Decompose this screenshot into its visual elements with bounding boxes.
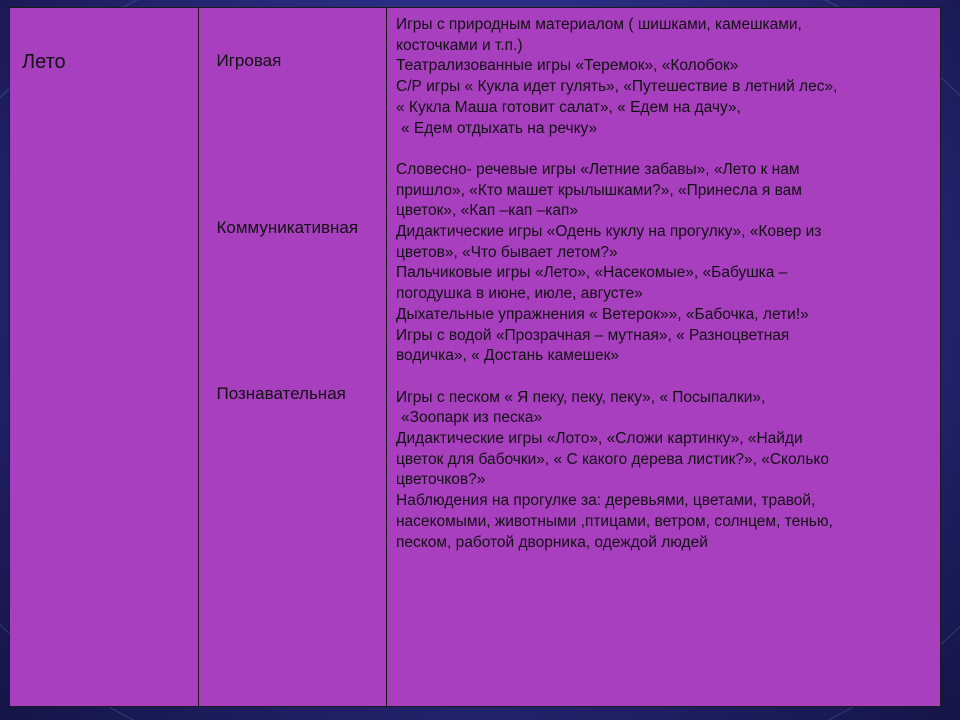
paragraph-gap	[396, 367, 940, 388]
content-line: «Зоопарк из песка»	[401, 409, 543, 427]
content-line: С/Р игры « Кукла идет гулять», «Путешествие в летний лес»,	[396, 78, 838, 96]
content-line: цветок для бабочки», « С какого дерева листик?», «Сколько	[396, 450, 829, 468]
area-label-communicative: Коммуникативная	[216, 217, 359, 237]
season-cell	[10, 8, 199, 707]
content-line: цветочков?»	[396, 471, 486, 489]
content-line: Игры с песком « Я пеку, пеку, пеку», « Посыпалки»,	[396, 388, 766, 406]
content-line: Дидактические игры «Одень куклу на прогулку», «Ковер из	[396, 223, 822, 241]
content-line: погодушка в июне, июле, августе»	[396, 285, 643, 303]
content-line: косточками и т.п.)	[396, 36, 523, 54]
content-line: пришло», «Кто машет крылышками?», «Принесла я вам	[396, 181, 802, 199]
content-line: Пальчиковые игры «Лето», «Насекомые», «Бабушка –	[396, 264, 788, 282]
content-line: Наблюдения на прогулке за: деревьями, цветами, травой,	[396, 492, 816, 510]
table-row	[10, 8, 941, 707]
content-text	[387, 8, 940, 553]
content-line: насекомыми, животными ,птицами, ветром, солнцем, тенью,	[396, 512, 833, 530]
content-line: Игры с природным материалом ( шишками, камешками,	[396, 16, 802, 33]
content-line: « Едем отдыхать на речку»	[401, 119, 598, 137]
season-label: Лето	[22, 51, 66, 73]
content-line: цветок», «Кап –кап –кап»	[396, 202, 579, 220]
paragraph-gap	[396, 139, 940, 160]
area-cell	[199, 8, 387, 707]
activity-table	[9, 7, 941, 707]
content-line: Дидактические игры «Лото», «Сложи картинку», «Найди	[396, 430, 803, 448]
content-line: Театрализованные игры «Теремок», «Колобок»	[396, 57, 739, 75]
content-line: Словесно- речевые игры «Летние забавы», «Лето к нам	[396, 160, 800, 178]
content-line: цветов», «Что бывает летом?»	[396, 243, 618, 261]
content-line: « Кукла Маша готовит салат», « Едем на дачу»,	[396, 98, 741, 116]
content-line: Игры с водой «Прозрачная – мутная», « Разноцветная	[396, 326, 790, 344]
area-label-cognitive: Познавательная	[216, 383, 346, 403]
area-label-play: Игровая	[216, 50, 282, 70]
content-cell	[387, 8, 941, 707]
content-line: водичка», « Достань камешек»	[396, 347, 620, 365]
content-line: песком, работой дворника, одеждой людей	[396, 533, 708, 551]
content-line: Дыхательные упражнения « Ветерок»», «Бабочка, лети!»	[396, 305, 809, 323]
